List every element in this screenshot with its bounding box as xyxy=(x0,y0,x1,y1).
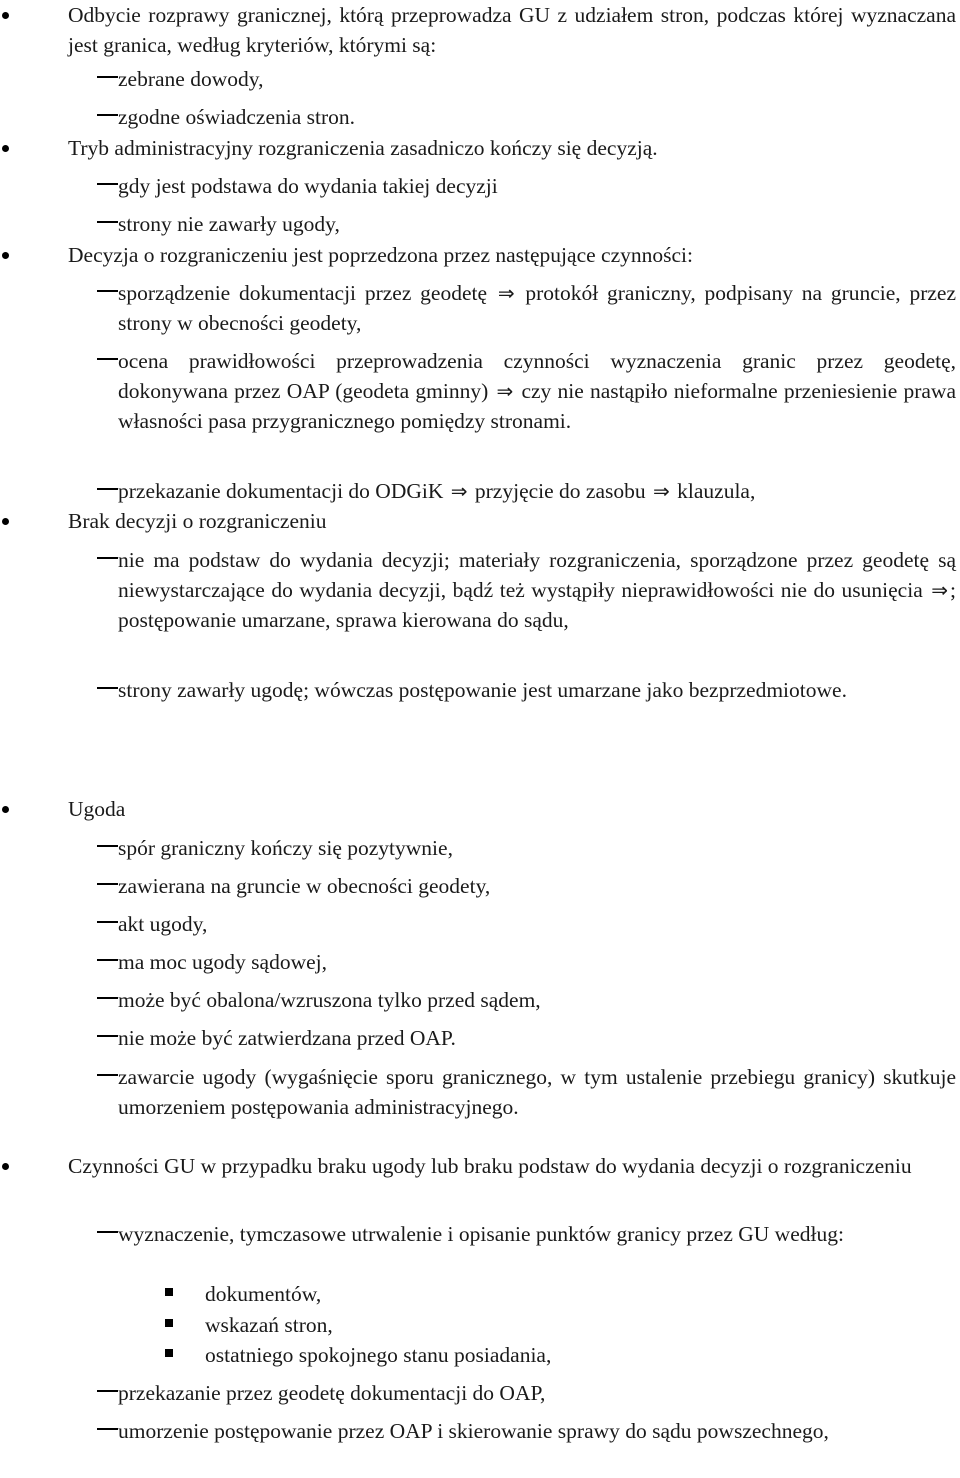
list-item: ma moc ugody sądowej, xyxy=(118,947,956,977)
square-bullet-icon xyxy=(165,1319,173,1327)
dash-icon xyxy=(97,921,118,923)
list-item: umorzenie postępowanie przez OAP i skierowanie sprawy do sądu powszechnego, xyxy=(118,1416,956,1446)
dash-icon xyxy=(97,883,118,885)
dash-icon xyxy=(97,183,118,185)
dash-icon xyxy=(97,114,118,116)
dash-icon xyxy=(97,1074,118,1076)
list-item: zebrane dowody, xyxy=(118,64,956,94)
dash-icon xyxy=(97,488,118,490)
dash-icon xyxy=(97,997,118,999)
dash-icon xyxy=(97,76,118,78)
list-item: Czynności GU w przypadku braku ugody lub braku podstaw do wydania decyzji o rozgraniczeniu xyxy=(68,1151,956,1181)
list-item: dokumentów, xyxy=(205,1279,956,1309)
implies-arrow-icon: ⇒ xyxy=(653,479,670,503)
bullet-icon xyxy=(2,252,9,259)
list-item: przekazanie przez geodetę dokumentacji do OAP, xyxy=(118,1378,956,1408)
dash-icon xyxy=(97,1035,118,1037)
bullet-icon xyxy=(2,1163,9,1170)
dash-icon xyxy=(97,687,118,689)
list-item: nie ma podstaw do wydania decyzji; materiały rozgraniczenia, sporządzone przez geodetę są niewystarczające do wydania decyzji, bądź też wystąpiły nieprawidłowości nie do usunięcia ⇒; postępowanie umarzane, sprawa kierowana do sądu, xyxy=(118,545,956,635)
list-item: wskazań stron, xyxy=(205,1310,956,1340)
dash-icon xyxy=(97,1428,118,1430)
dash-icon xyxy=(97,221,118,223)
bullet-icon xyxy=(2,145,9,152)
list-item: Tryb administracyjny rozgraniczenia zasadniczo kończy się decyzją. xyxy=(68,133,956,163)
list-item: gdy jest podstawa do wydania takiej decyzji xyxy=(118,171,956,201)
dash-icon xyxy=(97,557,118,559)
list-item: Ugoda xyxy=(68,794,956,824)
implies-arrow-icon: ⇒ xyxy=(450,479,468,503)
list-item: Brak decyzji o rozgraniczeniu xyxy=(68,506,956,536)
implies-arrow-icon: ⇒ xyxy=(497,281,515,305)
bullet-icon xyxy=(2,806,9,813)
list-item: nie może być zatwierdzana przed OAP. xyxy=(118,1023,956,1053)
bullet-icon xyxy=(2,12,9,19)
dash-icon xyxy=(97,1390,118,1392)
square-bullet-icon xyxy=(165,1349,173,1357)
list-item: spór graniczny kończy się pozytywnie, xyxy=(118,833,956,863)
list-item: sporządzenie dokumentacji przez geodetę ⇒ protokół graniczny, podpisany na gruncie, przez strony w obecności geodety, xyxy=(118,278,956,338)
dash-icon xyxy=(97,959,118,961)
square-bullet-icon xyxy=(165,1288,173,1296)
dash-icon xyxy=(97,290,118,292)
list-item: zgodne oświadczenia stron. xyxy=(118,102,956,132)
implies-arrow-icon: ⇒ xyxy=(496,379,514,403)
list-item: zawierana na gruncie w obecności geodety, xyxy=(118,871,956,901)
bullet-icon xyxy=(2,518,9,525)
list-item: strony zawarły ugodę; wówczas postępowanie jest umarzane jako bezprzedmiotowe. xyxy=(118,675,956,705)
list-item: ostatniego spokojnego stanu posiadania, xyxy=(205,1340,956,1370)
list-item: Odbycie rozprawy granicznej, którą przeprowadza GU z udziałem stron, podczas której wyznaczana jest granica, według kryteriów, którymi są: xyxy=(68,0,956,60)
list-item: może być obalona/wzruszona tylko przed sądem, xyxy=(118,985,956,1015)
list-item: ocena prawidłowości przeprowadzenia czynności wyznaczenia granic przez geodetę, dokonywana przez OAP (geodeta gminny) ⇒ czy nie nastąpiło nieformalne przeniesienie prawa własności pasa przygranicznego pomiędzy stronami. xyxy=(118,346,956,436)
dash-icon xyxy=(97,1231,118,1233)
implies-arrow-icon: ⇒ xyxy=(931,578,949,602)
dash-icon xyxy=(97,358,118,360)
list-item: Decyzja o rozgraniczeniu jest poprzedzona przez następujące czynności: xyxy=(68,240,956,270)
list-item: zawarcie ugody (wygaśnięcie sporu granicznego, w tym ustalenie przebiegu granicy) skutkuje umorzeniem postępowania administracyjnego. xyxy=(118,1062,956,1122)
dash-icon xyxy=(97,845,118,847)
list-item: wyznaczenie, tymczasowe utrwalenie i opisanie punktów granicy przez GU według: xyxy=(118,1219,956,1249)
list-item: przekazanie dokumentacji do ODGiK ⇒ przyjęcie do zasobu ⇒ klauzula, xyxy=(118,476,956,506)
list-item: akt ugody, xyxy=(118,909,956,939)
list-item: strony nie zawarły ugody, xyxy=(118,209,956,239)
